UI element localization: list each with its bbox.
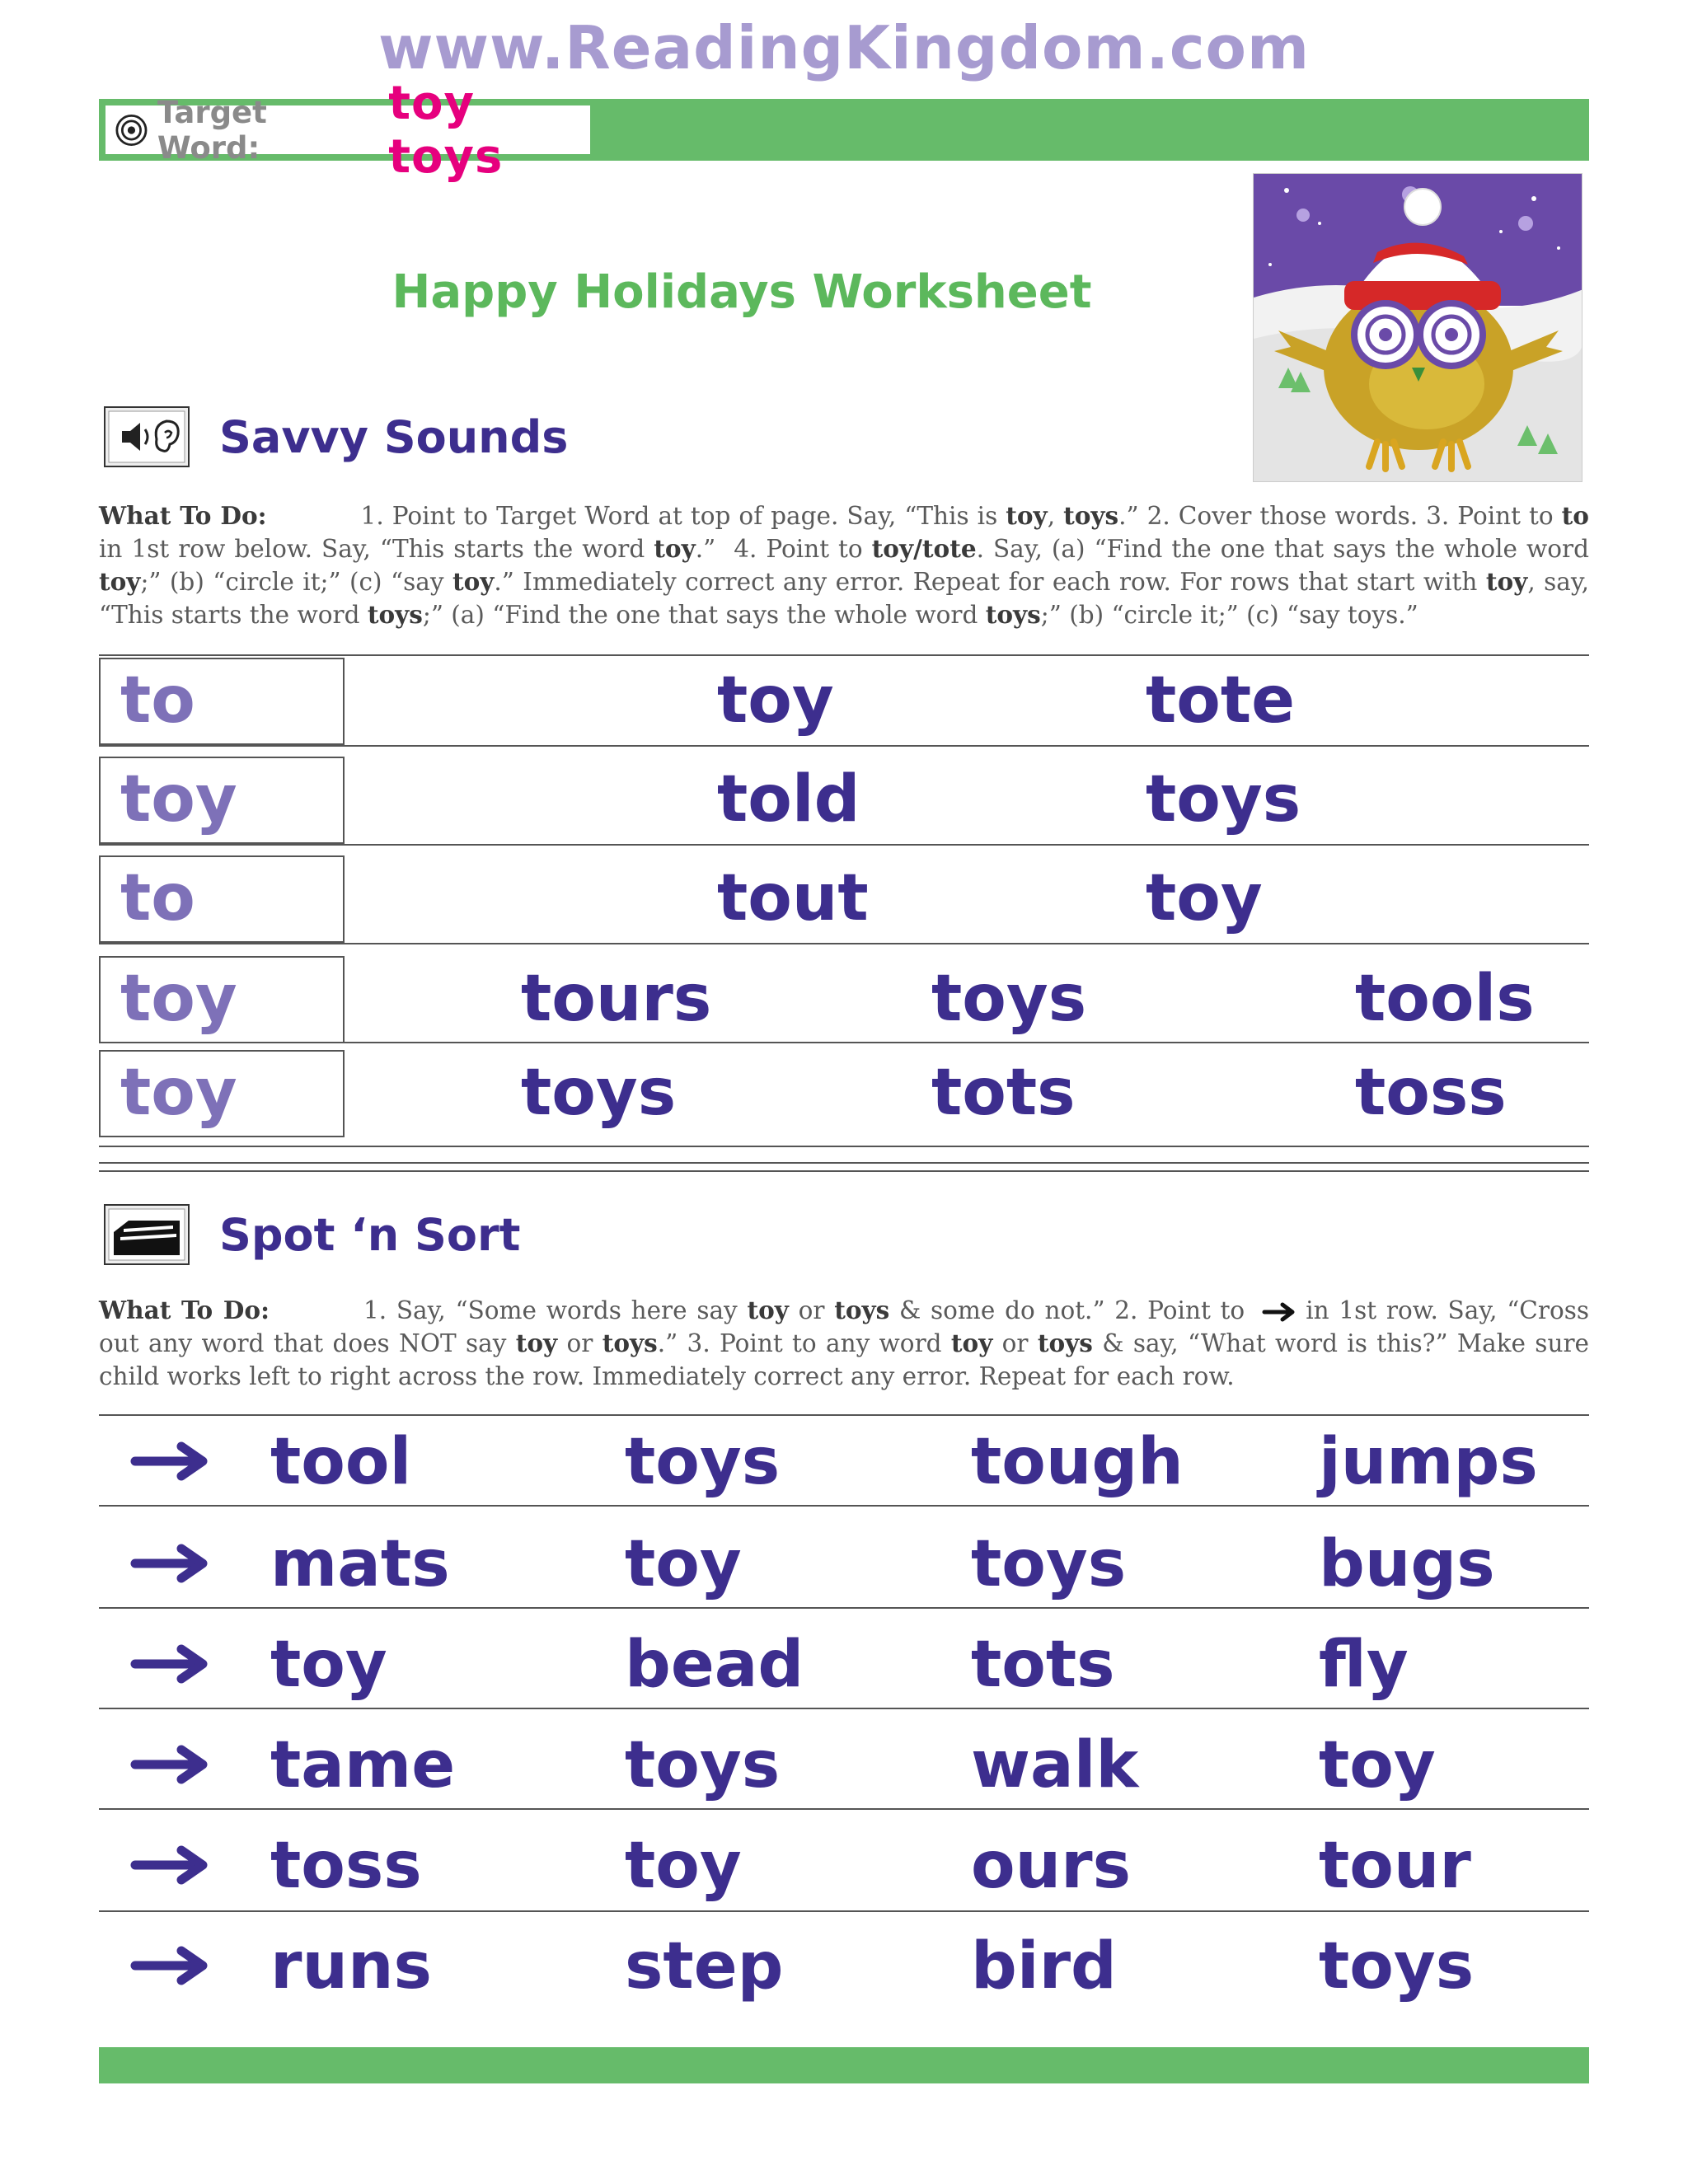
savvy-sounds-row-line	[99, 654, 1589, 656]
choice-word[interactable]: tools	[1355, 962, 1535, 1036]
choice-word[interactable]: tout	[717, 861, 869, 935]
sort-word[interactable]: fly	[1319, 1628, 1409, 1702]
choice-word[interactable]: toys	[521, 1056, 677, 1130]
row-arrow-icon[interactable]	[130, 1643, 213, 1685]
sort-word[interactable]: tour	[1319, 1829, 1471, 1903]
sorting-tray-icon	[104, 1204, 190, 1265]
spot-n-sort-header	[104, 1202, 520, 1268]
savvy-sounds-row-line	[99, 745, 1589, 747]
savvy-sounds-row-line	[99, 1146, 1589, 1147]
savvy-sounds-row-line	[99, 844, 1589, 846]
row-arrow-icon[interactable]	[130, 1744, 213, 1785]
spot-n-sort-instruction-text-2: in 1st row. Say, “Cross out any word that does NOT say toy or toys.” 3. Point to any word toy or toys & say, “What word is this?” Make sure child works left to right across the row. Immediately correct any error. Repeat for each row.	[99, 1296, 1590, 1390]
spot-n-sort-row-line	[99, 1808, 1589, 1810]
spot-n-sort-row-line	[99, 1607, 1589, 1609]
start-word-box[interactable]: to	[99, 658, 345, 745]
site-url[interactable]: www.ReadingKingdom.com	[378, 13, 1310, 82]
sort-word[interactable]: toss	[270, 1829, 422, 1903]
spot-n-sort-instructions	[99, 1294, 1589, 1393]
choice-word[interactable]: tote	[1146, 663, 1296, 738]
spot-n-sort-row-line	[99, 1414, 1589, 1416]
sort-word[interactable]: runs	[270, 1929, 432, 2004]
sort-word[interactable]: mats	[270, 1527, 450, 1601]
choice-word[interactable]: toss	[1355, 1056, 1507, 1130]
spot-n-sort-title: Spot ‘n Sort	[219, 1208, 521, 1261]
savvy-sounds-row-line	[99, 943, 1589, 944]
sort-word[interactable]: step	[625, 1929, 784, 2004]
spot-n-sort-row-line	[99, 1910, 1589, 1912]
sort-word[interactable]: toys	[625, 1425, 781, 1499]
choice-word[interactable]: toy	[717, 663, 834, 738]
target-icon	[115, 113, 148, 148]
spot-n-sort-row-line	[99, 1505, 1589, 1507]
choice-word[interactable]: toys	[931, 962, 1087, 1036]
ear-speaker-icon	[104, 406, 190, 467]
choice-word[interactable]: tours	[521, 962, 712, 1036]
what-to-do-label: What To Do:	[99, 1296, 270, 1324]
row-arrow-icon[interactable]	[130, 1844, 213, 1886]
right-arrow-icon	[1261, 1302, 1297, 1322]
target-words: toy toys	[388, 76, 504, 184]
spot-n-sort-instruction-text-1: 1. Say, “Some words here say toy or toys & some do not.” 2. Point to	[363, 1296, 1245, 1324]
what-to-do-label: What To Do:	[99, 501, 267, 530]
sort-word[interactable]: toy	[625, 1829, 742, 1903]
target-word-label: Target Word:	[157, 94, 267, 166]
savvy-sounds-instruction-text: 1. Point to Target Word at top of page. Say, “This is toy, toys.” 2. Cover those words. 3. Point to to in 1st row below. Say, “This starts the word toy.” 4. Point to toy/tote. Say, (a) “Find the one that says the whole word toy;” (b) “circle it;” (c) “say toy.” Immediately correct any error. Repeat for each row. For rows that start with toy, say, “This starts the word toys;” (a) “Find the one that says the whole word toys;” (b) “circle it;” (c) “say toys.”	[99, 501, 1589, 629]
sort-word[interactable]: bead	[625, 1628, 804, 1702]
row-arrow-icon[interactable]	[130, 1945, 213, 1986]
section-divider-bottom	[99, 1170, 1589, 1172]
sort-word[interactable]: walk	[971, 1728, 1139, 1802]
start-word-box[interactable]: toy	[99, 1050, 345, 1137]
savvy-sounds-header	[104, 404, 568, 470]
start-word-box[interactable]: to	[99, 855, 345, 943]
choice-word[interactable]: tots	[931, 1056, 1076, 1130]
sort-word[interactable]: tough	[971, 1425, 1184, 1499]
sort-word[interactable]: tool	[270, 1425, 412, 1499]
choice-word[interactable]: told	[717, 762, 860, 837]
sort-word[interactable]: ours	[971, 1829, 1132, 1903]
worksheet-title: Happy Holidays Worksheet	[392, 265, 1092, 319]
spot-n-sort-row-line	[99, 1708, 1589, 1709]
start-word-box[interactable]: toy	[99, 757, 345, 844]
sort-word[interactable]: toy	[270, 1628, 387, 1702]
section-divider-top	[99, 1162, 1589, 1164]
sort-word[interactable]: toys	[1319, 1929, 1475, 2004]
choice-word[interactable]: toy	[1146, 861, 1263, 935]
target-word-box	[106, 76, 590, 184]
owl-with-winter-hat-image	[1254, 174, 1582, 482]
sort-word[interactable]: bird	[971, 1929, 1117, 2004]
savvy-sounds-title: Savvy Sounds	[219, 410, 569, 463]
sort-word[interactable]: toys	[971, 1527, 1127, 1601]
bottom-green-bar	[99, 2047, 1589, 2083]
owl-illustration	[1253, 173, 1582, 482]
row-arrow-icon[interactable]	[130, 1441, 213, 1482]
sort-word[interactable]: jumps	[1319, 1425, 1538, 1499]
row-arrow-icon[interactable]	[130, 1543, 213, 1584]
sort-word[interactable]: toy	[1319, 1728, 1436, 1802]
sort-word[interactable]: toys	[625, 1728, 781, 1802]
sort-word[interactable]: toy	[625, 1527, 742, 1601]
choice-word[interactable]: toys	[1146, 762, 1301, 837]
sort-word[interactable]: tots	[971, 1628, 1115, 1702]
savvy-sounds-instructions	[99, 499, 1589, 631]
start-word-box[interactable]: toy	[99, 956, 345, 1043]
sort-word[interactable]: bugs	[1319, 1527, 1495, 1601]
target-word-bar	[99, 76, 1589, 184]
sort-word[interactable]: tame	[270, 1728, 456, 1802]
